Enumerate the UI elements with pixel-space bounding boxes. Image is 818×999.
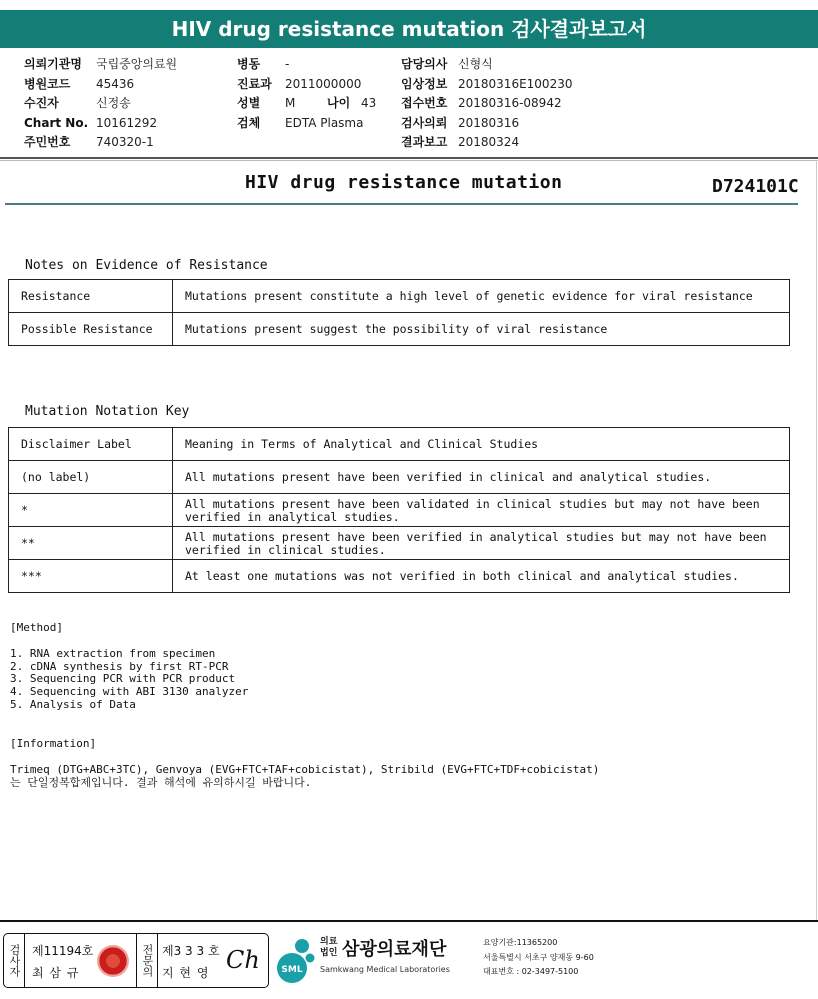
label-specimen: 검체 [237, 115, 261, 130]
label-doctor: 담당의사 [401, 57, 448, 71]
document-code: D724101C [712, 176, 799, 197]
label-department: 진료과 [237, 76, 272, 91]
specialist-label: 전문의 [136, 934, 158, 987]
patient-info-col3 [401, 55, 572, 153]
value-resident-no: 740320-1 [96, 135, 154, 149]
evidence-label: Possible Resistance [9, 313, 173, 346]
value-report-date: 20180324 [458, 135, 520, 149]
org-phone: 대표번호 : 02-3497-5100 [483, 967, 579, 976]
page-edge-line [816, 160, 817, 920]
notation-label: *** [9, 560, 173, 593]
table-row [9, 313, 790, 346]
patient-info-col2 [237, 55, 376, 133]
table-row [9, 280, 790, 313]
value-receipt-no: 20180316-08942 [458, 96, 562, 110]
org-type: 의료 법인 [320, 937, 338, 958]
label-request-date: 검사의뢰 [401, 115, 448, 130]
sml-logo-icon [272, 934, 316, 984]
method-step: 3. Sequencing PCR with PCR product [10, 672, 236, 686]
method-step: 4. Sequencing with ABI 3130 analyzer [10, 685, 249, 699]
label-chart-no: Chart No. [24, 115, 89, 130]
value-sex: M [285, 96, 296, 110]
table-row [9, 461, 790, 494]
seal-stamp [97, 945, 129, 977]
evidence-label: Resistance [9, 280, 173, 313]
signature-box [3, 933, 269, 988]
notation-text: At least one mutations was not verified in both clinical and analytical studies. [173, 560, 790, 593]
label-hospital-code: 병원코드 [24, 76, 71, 91]
org-english-name: Samkwang Medical Laboratories [320, 965, 450, 974]
header-divider [0, 157, 818, 159]
sml-logo-text: SML [281, 965, 303, 975]
title-underline [5, 203, 798, 205]
org-address: 서울특별시 서초구 양재동 9-60 [483, 953, 594, 962]
notation-section-title: Mutation Notation Key [25, 404, 190, 419]
notation-label: * [9, 494, 173, 527]
inspector-name: 최 삼 규 [32, 966, 80, 980]
label-clinical-info: 임상정보 [401, 76, 448, 91]
evidence-table [8, 279, 790, 346]
notation-text: All mutations present have been verified in clinical and analytical studies. [173, 461, 790, 494]
notation-text: All mutations present have been verified in analytical studies but may not have been verified in clinical studies. [173, 527, 790, 560]
value-ward: - [285, 57, 290, 71]
method-section [10, 622, 248, 712]
label-resident-no: 주민번호 [24, 135, 71, 149]
label-sex: 성별 [237, 96, 261, 110]
value-clinical-info: 20180316E100230 [458, 76, 573, 91]
notation-text: Meaning in Terms of Analytical and Clinical Studies [173, 428, 790, 461]
evidence-text: Mutations present suggest the possibility of viral resistance [173, 313, 790, 346]
label-age: 나이 [327, 96, 351, 110]
footer-divider [0, 920, 818, 922]
table-row [9, 527, 790, 560]
value-hospital-code: 45436 [96, 76, 135, 91]
label-patient: 수진자 [24, 96, 59, 110]
value-department: 2011000000 [285, 76, 362, 91]
value-request-date: 20180316 [458, 115, 520, 130]
method-step: 1. RNA extraction from specimen [10, 646, 216, 660]
patient-info-col1 [24, 55, 177, 153]
table-row [9, 428, 790, 461]
information-section [10, 738, 599, 789]
report-title-banner: HIV drug resistance mutation 검사결과보고서 [0, 10, 818, 48]
value-hospital: 국립중앙의료원 [96, 57, 178, 71]
information-line: 는 단일정복합제입니다. 결과 해석에 유의하시길 바랍니다. [10, 775, 312, 789]
org-code: 요양기관:11365200 [483, 938, 558, 947]
value-chart-no: 10161292 [96, 115, 158, 130]
specialist-number: 제3 3 3 호 [162, 944, 220, 958]
label-hospital: 의뢰기관명 [24, 57, 82, 71]
document-title: HIV drug resistance mutation [245, 172, 563, 193]
notation-table [8, 427, 790, 593]
notation-label: ** [9, 527, 173, 560]
evidence-section-title: Notes on Evidence of Resistance [25, 258, 268, 273]
signature: Ch [226, 946, 260, 974]
information-line: Trimeq (DTG+ABC+3TC), Genvoya (EVG+FTC+TAF+cobicistat), Stribild (EVG+FTC+TDF+cobicistat) [10, 762, 600, 776]
specialist-name: 지 현 영 [162, 966, 210, 980]
value-doctor: 신형식 [458, 57, 493, 71]
method-title: [Method] [10, 621, 63, 634]
org-name: 삼광의료재단 [342, 939, 447, 960]
header-divider-thin [0, 160, 818, 161]
value-patient: 신정송 [96, 96, 131, 110]
label-ward: 병동 [237, 57, 261, 71]
method-step: 5. Analysis of Data [10, 697, 136, 711]
label-report-date: 결과보고 [401, 135, 448, 149]
table-row [9, 494, 790, 527]
table-row [9, 560, 790, 593]
value-age: 43 [361, 96, 377, 110]
evidence-text: Mutations present constitute a high level of genetic evidence for viral resistance [173, 280, 790, 313]
information-title: [Information] [10, 737, 97, 750]
method-step: 2. cDNA synthesis by first RT-PCR [10, 659, 229, 673]
label-receipt-no: 접수번호 [401, 96, 448, 110]
inspector-label: 검사자 [4, 934, 25, 987]
notation-text: All mutations present have been validated in clinical studies but may not have been verified in analytical studies. [173, 494, 790, 527]
value-specimen: EDTA Plasma [285, 115, 364, 130]
inspector-number: 제11194호 [32, 944, 94, 958]
notation-label: (no label) [9, 461, 173, 494]
notation-label: Disclaimer Label [9, 428, 173, 461]
